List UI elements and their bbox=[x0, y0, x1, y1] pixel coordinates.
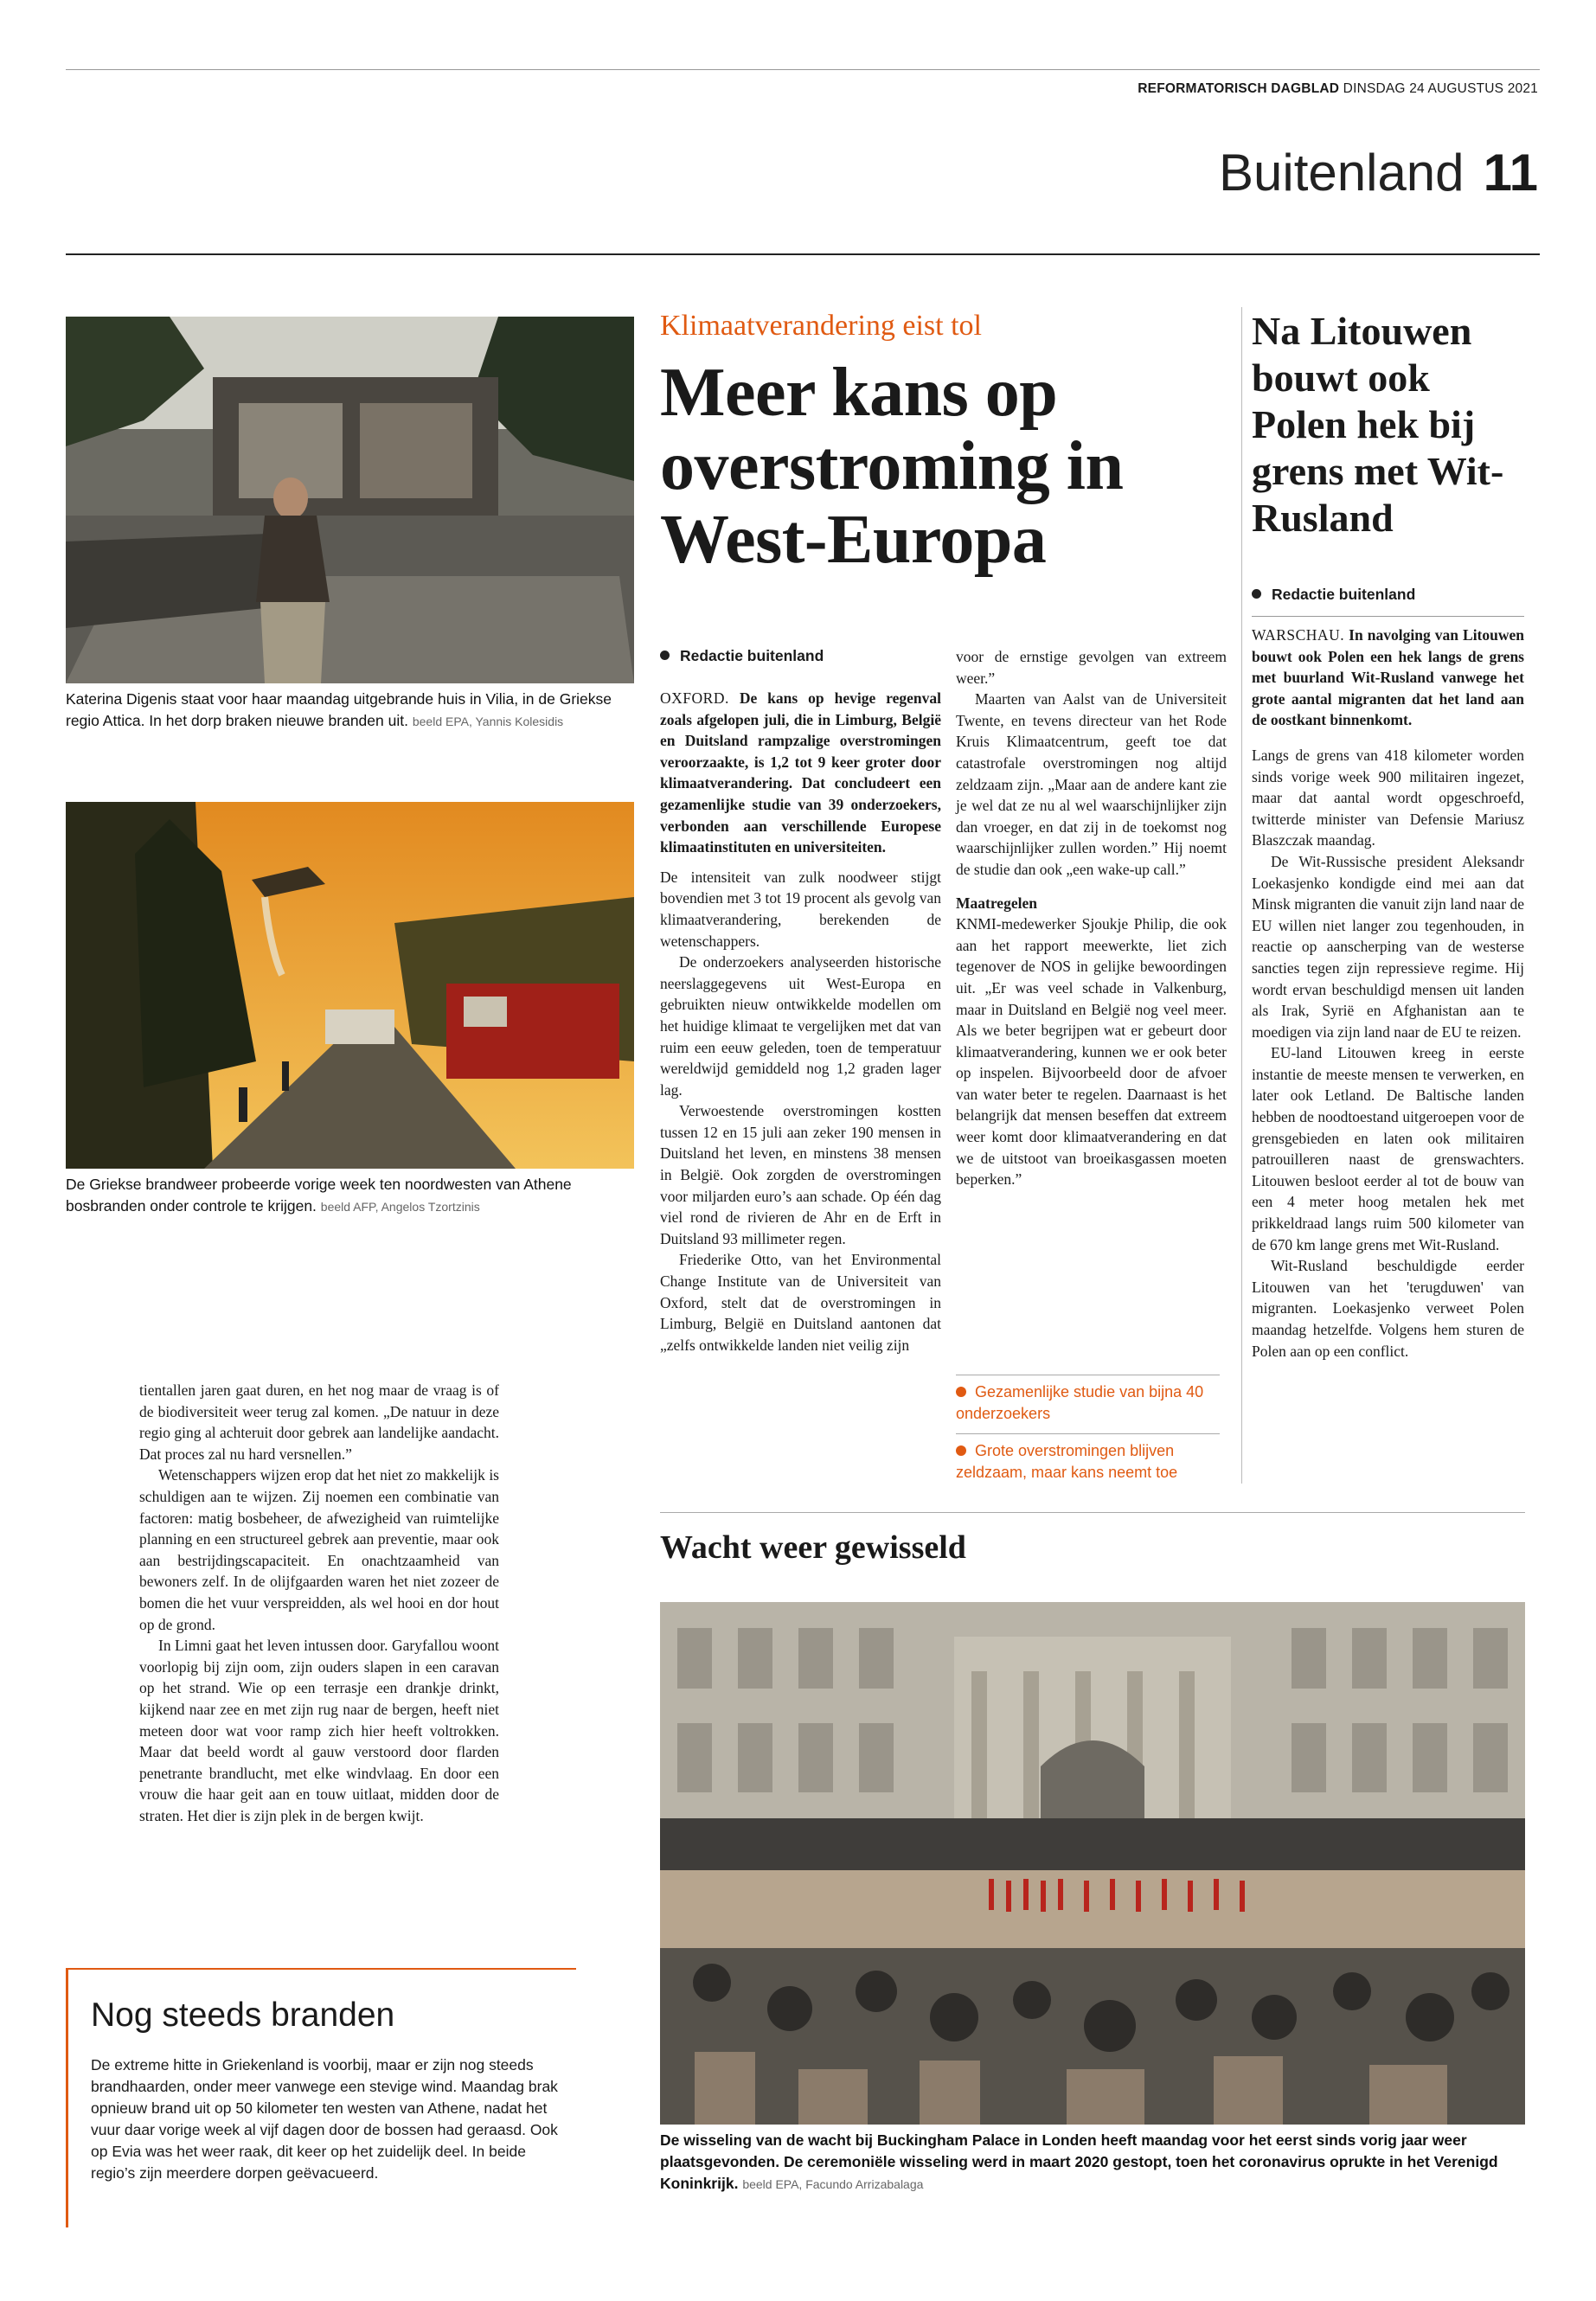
pull-quote-2 bbox=[956, 1440, 1224, 1484]
photo1-caption-text: Katerina Digenis staat voor haar maandag uitgebrande huis in Vilia, in de Griekse regio Attica. In het dorp braken nieuwe branden uit. bbox=[66, 690, 612, 729]
column-divider bbox=[1241, 307, 1242, 1484]
firefighters-photo bbox=[66, 802, 634, 1169]
climate-paragraph: Maarten van Aalst van de Universiteit Twente, en tevens directeur van het Rode Kruis Klimaatcentrum, geeft toe dat catastrofale overstromingen nog altijd zeldzaam zijn. „Maar aan de andere kant zie je wel dat ze nu al wel waarschijnlijker zijn dan vroeger, en dat zij in de toekomst nog waarschijnlijker zullen worden.” Hij noemt de studie dan ook „een wake-up call.” bbox=[956, 690, 1227, 878]
climate-headline: Meer kans op overstroming in West-Europa bbox=[660, 355, 1124, 578]
header-rule-bottom bbox=[66, 253, 1540, 255]
photo2-caption-text: De Griekse brandweer probeerde vorige week ten noordwesten van Athene bosbranden onder controle te krijgen. bbox=[66, 1176, 572, 1215]
section-name: Buitenland bbox=[1218, 144, 1465, 202]
palace-caption-text: De wisseling van de wacht bij Buckingham Palace in Londen heeft maandag voor het eerst sinds vorig jaar weer plaatsgevonden. De ceremoniële wisseling werd in maart 2020 gestopt, toen het coronavirus oprukte in het Verenigd Koninkrijk. bbox=[660, 2131, 1498, 2192]
climate-paragraph: De intensiteit van zulk noodweer stijgt bovendien met 3 tot 19 procent als gevolg van klimaatverandering, berekenden de wetenschappers. bbox=[660, 868, 941, 950]
greece-article-text bbox=[139, 1380, 499, 1826]
climate-paragraph: voor de ernstige gevolgen van extreem weer.” bbox=[956, 648, 1227, 687]
poland-byline-text: Redactie buitenland bbox=[1272, 586, 1416, 603]
orange-bullet-icon bbox=[956, 1387, 966, 1397]
pull-quote-1-text: Gezamenlijke studie van bijna 40 onderzoekers bbox=[956, 1383, 1204, 1422]
pull-quote-1 bbox=[956, 1381, 1224, 1425]
greece-paragraph: In Limni gaat het leven intussen door. Garyfallou woont voorlopig bij zijn oom, zijn ouders slapen in een caravan op het strand. Wie op een terrasje een drankje drinkt, kijkend naar zee en met zijn rug naar de bergen, heeft niet meteen door wat voor ramp zich hier heeft voltrokken. Maar dat beeld wordt al gauw verstoord door flarden penetrante brandlucht, met elke windvlaag. En door een vrouw die haar geit aan en touw uitlaat, midden door de straten. Het dier is zijn plek in de bergen kwijt. bbox=[139, 1637, 499, 1824]
climate-lead: De kans op hevige regenval zoals afgelopen juli, die in Limburg, België en Duitsland rampzalige overstromingen veroorzaakte, is 1,2 tot 9 keer groter door klimaatverandering. Dat concludeert een gezamenlijke studie van 39 onderzoekers, verbonden aan verschillende Europese klimaatinstituten en universiteiten. bbox=[660, 689, 942, 856]
poland-headline: Na Litouwen bouwt ook Polen hek bij grens met Wit-Rusland bbox=[1252, 309, 1504, 540]
masthead-paper: REFORMATORISCH DAGBLAD bbox=[1138, 81, 1340, 96]
info-box-title: Nog steeds branden bbox=[91, 1997, 395, 2034]
photo2-caption bbox=[66, 1174, 628, 1218]
photo2-credit: beeld AFP, Angelos Tzortzinis bbox=[320, 1200, 480, 1214]
palace-caption bbox=[660, 2130, 1525, 2195]
poland-text bbox=[1252, 625, 1524, 1362]
section-header bbox=[1218, 144, 1538, 202]
buckingham-palace-photo bbox=[660, 1602, 1525, 2125]
header-rule bbox=[66, 69, 1540, 70]
climate-dateline: OXFORD. bbox=[660, 689, 729, 707]
quote-rule bbox=[956, 1433, 1220, 1434]
photo1-credit: beeld EPA, Yannis Kolesidis bbox=[412, 715, 564, 728]
bullet-icon bbox=[1252, 589, 1261, 599]
poland-rule bbox=[1252, 616, 1524, 617]
poland-dateline: WARSCHAU. bbox=[1252, 626, 1345, 644]
poland-paragraph: De Wit-Russische president Aleksandr Loekasjenko kondigde eind mei aan dat Minsk migranten die vanuit zijn land naar de EU willen niet langer zou tegenhouden, in reactie op aanscherping van de westerse sancties tegen zijn repressieve regime. Hij wordt ervan beschuldigd mensen uit landen als Irak, Syrië en Afghanistan aan te moedigen via zijn land naar de EU te reizen. bbox=[1252, 852, 1524, 1041]
orange-bullet-icon bbox=[956, 1445, 966, 1456]
palace-credit: beeld EPA, Facundo Arrizabalaga bbox=[742, 2177, 924, 2191]
poland-paragraph: EU-land Litouwen kreeg in eerste instantie de meeste mensen te verwerken, en later ook Letland. De Baltische landen hebben de noodtoestand uitgeroepen voor de grensgebieden en laten ook militairen patrouilleren naast de grenswachters. Litouwen besloot eerder al tot de bouw van een 4 meter hoog metalen hek met prikkeldraad langs ruim 500 kilometer van de 670 km lange grens met Wit-Rusland. bbox=[1252, 1044, 1524, 1253]
poland-paragraph: Wit-Rusland beschuldigde eerder Litouwen van het 'terugduwen' van migranten. Loekasjenko verweet Polen maandag hetzelfde. Volgens hem sturen de Polen aan op een conflict. bbox=[1252, 1257, 1524, 1360]
greece-paragraph: tientallen jaren gaat duren, en het nog maar de vraag is of de biodiversiteit weer terug zal komen. „De natuur in deze regio ging al achteruit door gebrek aan landelijke aandacht. Dat proces zal nu hard versnellen.” bbox=[139, 1381, 499, 1463]
climate-paragraph: Verwoestende overstromingen kostten tussen 12 en 15 juli aan zeker 190 mensen in Duitsland het leven, en minstens 38 mensen in België. Ook zorgden de overstromingen voor miljarden euro’s aan schade. Op één dag viel rond de rivieren de Ahr en de Erft in Duitsland 93 millimeter regen. bbox=[660, 1102, 941, 1247]
climate-col2 bbox=[956, 646, 1227, 1190]
pull-quote-2-text: Grote overstromingen blijven zeldzaam, maar kans neemt toe bbox=[956, 1442, 1178, 1481]
photo1-caption bbox=[66, 689, 628, 733]
info-box-text: De extreme hitte in Griekenland is voorbij, maar er zijn nog steeds brandhaarden, onder meer vanwege een stevige wind. Maandag brak opnieuw brand uit op 50 kilometer ten westen van Athene, nadat het vuur daar vorige week al vijf dagen door de bossen had geraasd. Ook op Evia was het weer raak, dit keer op het zuidelijk deel. In beide regio’s zijn meerdere dorpen geëvacueerd. bbox=[91, 2056, 558, 2182]
climate-paragraph: KNMI-medewerker Sjoukje Philip, die ook aan het rapport meewerkte, liet zich tegenover de NOS in gelijke bewoordingen uit. „Er was veel schade in Valkenburg, maar in Duitsland en België nog veel meer. Als we beter begrijpen wat er gebeurt door klimaatverandering, kunnen we er ook beter op inspelen. Bijvoorbeeld door de afvoer van water beter te regelen. Daarnaast is het belangrijk dat mensen beseffen dat extreem weer komt door klimaatverandering en dat we de uitstoot van broeikasgassen moeten beperken.” bbox=[956, 915, 1227, 1189]
climate-byline-text: Redactie buitenland bbox=[680, 647, 824, 664]
climate-byline bbox=[660, 647, 824, 665]
climate-kicker: Klimaatverandering eist tol bbox=[660, 310, 982, 342]
climate-paragraph: Friederike Otto, van het Environmental Change Institute van de Universiteit van Oxford, stelt dat de overstromingen in Limburg, België en Duitsland aantonen dat „zelfs ontwikkelde landen niet veilig zijn bbox=[660, 1251, 941, 1354]
poland-lead: In navolging van Litouwen bouwt ook Polen een hek langs de grens met buurland Wit-Rusland vanwege het grote aantal migranten dat het land aan de oostkant binnenkomt. bbox=[1252, 626, 1525, 729]
masthead-date: DINSDAG 24 AUGUSTUS 2021 bbox=[1343, 81, 1538, 96]
poland-byline bbox=[1252, 586, 1415, 604]
greece-paragraph: Wetenschappers wijzen erop dat het niet zo makkelijk is schuldigen aan te wijzen. Zij noemen een combinatie van factoren: matig bosbeheer, de afwezigheid van ruimtelijke planning en een structureel gebrek aan preventie, maar ook aan bestrijdingscapaciteit. En onachtzaamheid van bewoners zelf. In de olijfgaarden waren het niet zozeer de bomen die het vuur verspreidden, als wel hooi en dor hout op de grond. bbox=[139, 1466, 499, 1633]
poland-paragraph: Langs de grens van 418 kilometer worden sinds vorige week 900 militairen ingezet, maar dat aantal wordt opgeschroefd, twitterde minister van Defensie Mariusz Blaszczak maandag. bbox=[1252, 746, 1524, 849]
climate-paragraph: De onderzoekers analyseerden historische neerslaggegevens uit West-Europa en gebruikten nieuw ontwikkelde modellen om het huidige klimaat te vergelijken met dat van ruim een eeuw geleden, toen de temperatuur wereldwijd gemiddeld nog 1,2 graden lager lag. bbox=[660, 953, 941, 1099]
bullet-icon bbox=[660, 651, 670, 660]
burned-house-photo bbox=[66, 317, 634, 683]
palace-rule bbox=[660, 1512, 1525, 1513]
climate-subhead: Maatregelen bbox=[956, 894, 1037, 912]
palace-title: Wacht weer gewisseld bbox=[660, 1529, 966, 1566]
masthead bbox=[1138, 81, 1538, 97]
climate-col1 bbox=[660, 688, 941, 1356]
page-number: 11 bbox=[1483, 144, 1538, 202]
